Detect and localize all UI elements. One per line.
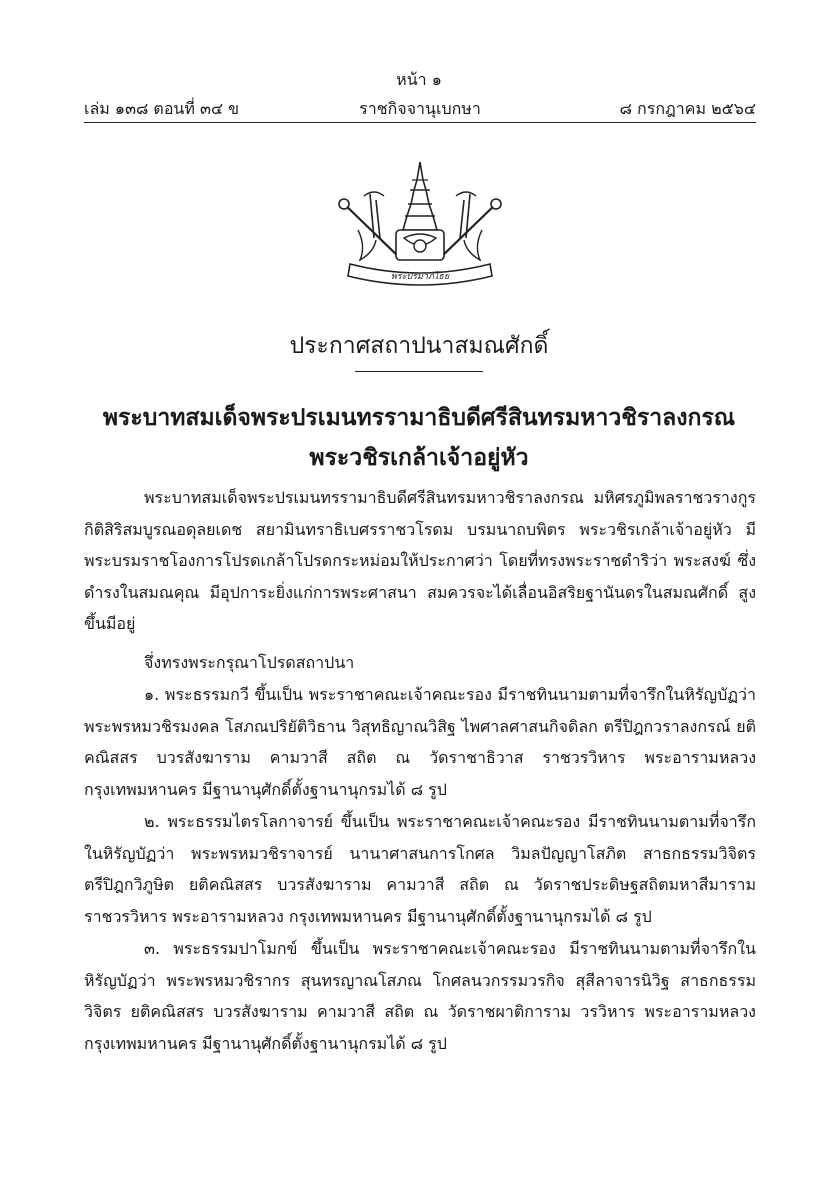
king-name-line-2: พระวชิรเกล้าเจ้าอยู่หัว — [309, 444, 529, 471]
appointment-item-2: ๒. พระธรรมไตรโลกาจารย์ ขึ้นเป็น พระราชาคณะเจ้าคณะรอง มีราชทินนามตามที่จารึกในหิรัญบัฏว่า พระพรหมวชิราจารย์ นานาศาสนการโกศล วิมลปัญญาโสภิต สาธกธรรมวิจิตร ตรีปิฎกวิภูษิต ยติคณิสสร บวรสังฆาราม คามวาสี สถิต ณ วัดราชประดิษฐสถิตมหาสีมาราม ราชวรวิหาร พระอารามหลวง กรุงเทพมหานคร มีฐานานุศักดิ์ตั้งฐานานุกรมได้ ๘ รูป — [84, 812, 756, 926]
royal-cipher-emblem-icon — [330, 160, 510, 292]
title-divider — [355, 371, 483, 372]
document-title: ประกาศสถาปนาสมณศักดิ์ — [289, 333, 549, 359]
gazette-header — [84, 97, 756, 121]
emblem-ribbon-text: พระปรมาภิไธย — [390, 272, 450, 282]
publish-date: ๘ กรกฎาคม ๒๕๖๔ — [619, 99, 756, 118]
proclamation-paragraph: พระบาทสมเด็จพระปรเมนทรรามาธิบดีศรีสินทรมหาวชิราลงกรณ มหิศรภูมิพลราชวรางกูร กิติสิริสมบูรณอดุลยเดช สยามินทราธิเบศรราชวโรดม บรมนาถบพิตร พระวชิรเกล้าเจ้าอยู่หัว มีพระบรมราชโองการโปรดเกล้าโปรดกระหม่อมให้ประกาศว่า โดยที่ทรงพระราชดำริว่า พระสงฆ์ ซึ่งดำรงในสมณคุณ มีอุปการะยิ่งแก่การพระศาสนา สมควรจะได้เลื่อนอิสริยฐานันดรในสมณศักดิ์ สูงขึ้นมีอยู่ — [84, 488, 756, 633]
appointment-item-1: ๑. พระธรรมกวี ขึ้นเป็น พระราชาคณะเจ้าคณะรอง มีราชทินนามตามที่จารึกในหิรัญบัฏว่า พระพรหมวชิรมงคล โสภณปริยัติวิธาน วิสุทธิญาณวิสิฐ ไพศาลศาสนกิจดิลก ตรีปิฎกวราลงกรณ์ ยติคณิสสร บวรสังฆาราม คามวาสี สถิต ณ วัดราชาธิวาส ราชวรวิหาร พระอารามหลวง กรุงเทพมหานคร มีฐานานุศักดิ์ตั้งฐานานุกรมได้ ๘ รูป — [84, 685, 756, 799]
king-name-line-1: พระบาทสมเด็จพระปรเมนทรรามาธิบดีศรีสินทรมหาวชิราลงกรณ — [102, 404, 736, 431]
page-number: หน้า ๑ — [396, 70, 442, 89]
gazette-name: ราชกิจจานุเบกษา — [359, 99, 481, 118]
header-divider — [84, 122, 756, 123]
grant-intro-paragraph: จึ่งทรงพระกรุณาโปรดสถาปนา — [144, 653, 355, 672]
appointment-item-3: ๓. พระธรรมปาโมกข์ ขึ้นเป็น พระราชาคณะเจ้าคณะรอง มีราชทินนามตามที่จารึกในหิรัญบัฏว่า พระพรหมวชิรากร สุนทรญาณโสภณ โกศลนวกรรมวรกิจ สุสีลาจารนิวิฐ สาธกธรรมวิจิตร ยติคณิสสร บวรสังฆาราม คามวาสี สถิต ณ วัดราชผาติการาม วรวิหาร พระอารามหลวง กรุงเทพมหานคร มีฐานานุศักดิ์ตั้งฐานานุกรมได้ ๘ รูป — [84, 939, 756, 1053]
volume-issue: เล่ม ๑๓๘ ตอนที่ ๓๔ ข — [84, 99, 240, 118]
